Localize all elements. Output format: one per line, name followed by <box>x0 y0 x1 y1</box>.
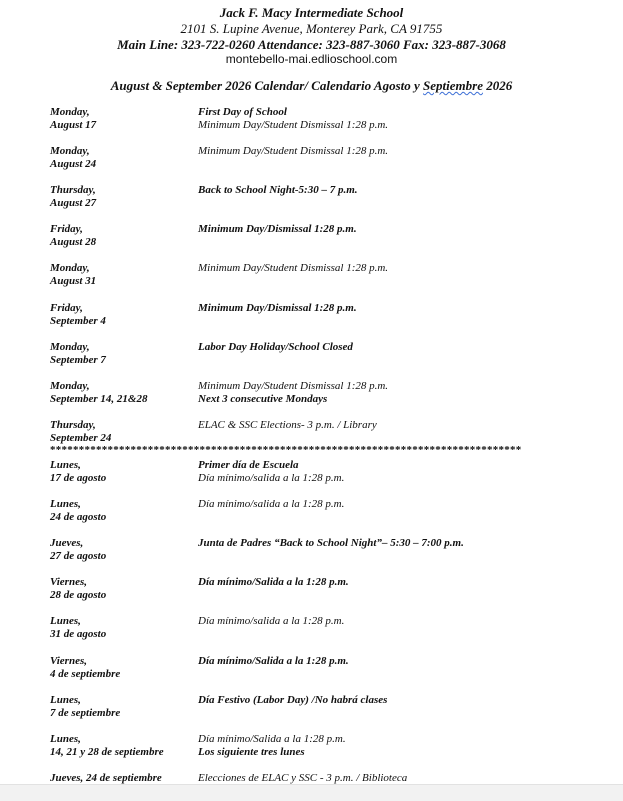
event-day: August 27 <box>50 197 97 210</box>
event-text: Día Festivo (Labor Day) /No habrá clases <box>198 693 388 706</box>
event-day: 17 de agosto <box>50 472 107 484</box>
event-weekday: Lunes, <box>50 459 81 471</box>
event-date <box>50 576 195 602</box>
event-weekday: Monday, <box>50 379 90 392</box>
event-text: First Day of School <box>198 106 287 118</box>
event-text: Minimum Day/Dismissal 1:28 p.m. <box>198 223 357 236</box>
event-description <box>198 694 608 707</box>
event-description <box>198 184 608 197</box>
event-date <box>50 694 195 720</box>
event-day: 31 de agosto <box>50 628 107 641</box>
event-text: Junta de Padres “Back to School Night”– 5:30 – 7:00 p.m. <box>198 537 464 550</box>
event-text: Minimum Day/Student Dismissal 1:28 p.m. <box>198 145 389 158</box>
event-description <box>198 772 608 785</box>
event-description <box>198 615 608 628</box>
event-description <box>198 576 608 589</box>
event-description <box>198 537 608 550</box>
event-text: Día mínimo/Salida a la 1:28 p.m. <box>198 654 349 667</box>
event-date <box>50 498 195 524</box>
event-weekday: Jueves, 24 de septiembre <box>50 771 162 784</box>
event-description <box>198 733 608 759</box>
event-weekday: Friday, <box>50 223 83 236</box>
event-text: Minimum Day/Student Dismissal 1:28 p.m. <box>198 262 389 275</box>
section-separator: ********************************************************************************** <box>50 445 522 456</box>
event-description <box>198 262 608 275</box>
event-day: August 28 <box>50 236 97 249</box>
event-description <box>198 145 608 158</box>
event-description <box>198 498 608 511</box>
event-day: August 31 <box>50 275 97 288</box>
document-bottom-bar <box>0 784 623 801</box>
event-text: Elecciones de ELAC y SSC - 3 p.m. / Biblioteca <box>198 771 408 784</box>
title-suffix: 2026 <box>482 78 513 93</box>
school-name: Jack F. Macy Intermediate School <box>219 5 404 20</box>
event-date <box>50 419 195 445</box>
event-weekday: Lunes, <box>50 615 81 628</box>
school-address: 2101 S. Lupine Avenue, Monterey Park, CA 91755 <box>180 21 443 36</box>
event-text: Los siguiente tres lunes <box>198 745 305 758</box>
event-text: Día mínimo/salida a la 1:28 p.m. <box>198 472 345 484</box>
event-date <box>50 537 195 563</box>
event-day: August 24 <box>50 158 97 171</box>
event-date <box>50 733 195 759</box>
event-text: ELAC & SSC Elections- 3 p.m. / Library <box>198 418 377 431</box>
event-weekday: Monday, <box>50 340 90 353</box>
event-weekday: Thursday, <box>50 184 96 197</box>
event-weekday: Monday, <box>50 106 90 118</box>
event-weekday: Lunes, <box>50 693 81 706</box>
event-day: September 4 <box>50 314 106 327</box>
event-day: September 24 <box>50 431 112 444</box>
event-description <box>198 106 608 132</box>
event-description <box>198 223 608 236</box>
event-description <box>198 419 608 432</box>
event-date <box>50 459 195 485</box>
school-phones: Main Line: 323-722-0260 Attendance: 323-887-3060 Fax: 323-887-3068 <box>117 37 506 52</box>
event-text: Día mínimo/salida a la 1:28 p.m. <box>198 498 345 511</box>
event-day: 14, 21 y 28 de septiembre <box>50 745 164 758</box>
event-weekday: Lunes, <box>50 732 81 745</box>
event-text: Día mínimo/salida a la 1:28 p.m. <box>198 615 345 628</box>
event-day: August 17 <box>50 119 97 131</box>
event-day: 4 de septiembre <box>50 667 121 680</box>
event-weekday: Friday, <box>50 301 83 314</box>
event-day: 28 de agosto <box>50 589 107 602</box>
event-day: September 7 <box>50 353 106 366</box>
event-day: September 14, 21&28 <box>50 392 148 405</box>
event-text: Día mínimo/Salida a la 1:28 p.m. <box>198 576 349 589</box>
event-date <box>50 302 195 328</box>
event-text: Back to School Night-5:30 – 7 p.m. <box>198 184 358 197</box>
event-weekday: Jueves, <box>50 537 84 550</box>
event-date <box>50 655 195 681</box>
calendar-title <box>0 78 623 94</box>
event-weekday: Monday, <box>50 262 90 275</box>
event-date <box>50 772 195 785</box>
event-day: 7 de septiembre <box>50 706 121 719</box>
event-weekday: Lunes, <box>50 498 81 511</box>
event-description <box>198 341 608 354</box>
event-date <box>50 145 195 171</box>
event-description <box>198 380 608 406</box>
event-text: Minimum Day/Student Dismissal 1:28 p.m. <box>198 379 389 392</box>
event-text: Minimum Day/Dismissal 1:28 p.m. <box>198 301 357 314</box>
event-text: Minimum Day/Student Dismissal 1:28 p.m. <box>198 119 389 131</box>
event-date <box>50 184 195 210</box>
event-date <box>50 341 195 367</box>
event-description <box>198 302 608 315</box>
event-weekday: Monday, <box>50 145 90 158</box>
event-text: Next 3 consecutive Mondays <box>198 392 328 405</box>
event-date <box>50 615 195 641</box>
event-weekday: Thursday, <box>50 418 96 431</box>
event-date <box>50 262 195 288</box>
event-day: 27 de agosto <box>50 550 107 563</box>
event-description <box>198 655 608 668</box>
title-spellcheck-word: Septiembre <box>423 78 483 93</box>
event-date <box>50 223 195 249</box>
event-text: Labor Day Holiday/School Closed <box>198 340 353 353</box>
title-prefix: August & September 2026 Calendar/ Calendario Agosto y <box>110 78 424 93</box>
event-text: Primer día de Escuela <box>198 459 299 471</box>
event-day: 24 de agosto <box>50 511 107 524</box>
event-weekday: Viernes, <box>50 576 87 589</box>
event-date <box>50 380 195 406</box>
school-website: montebello-mai.edlioschool.com <box>225 52 398 66</box>
event-description <box>198 459 608 485</box>
event-date <box>50 106 195 132</box>
event-weekday: Viernes, <box>50 654 87 667</box>
event-text: Día mínimo/Salida a la 1:28 p.m. <box>198 732 346 745</box>
